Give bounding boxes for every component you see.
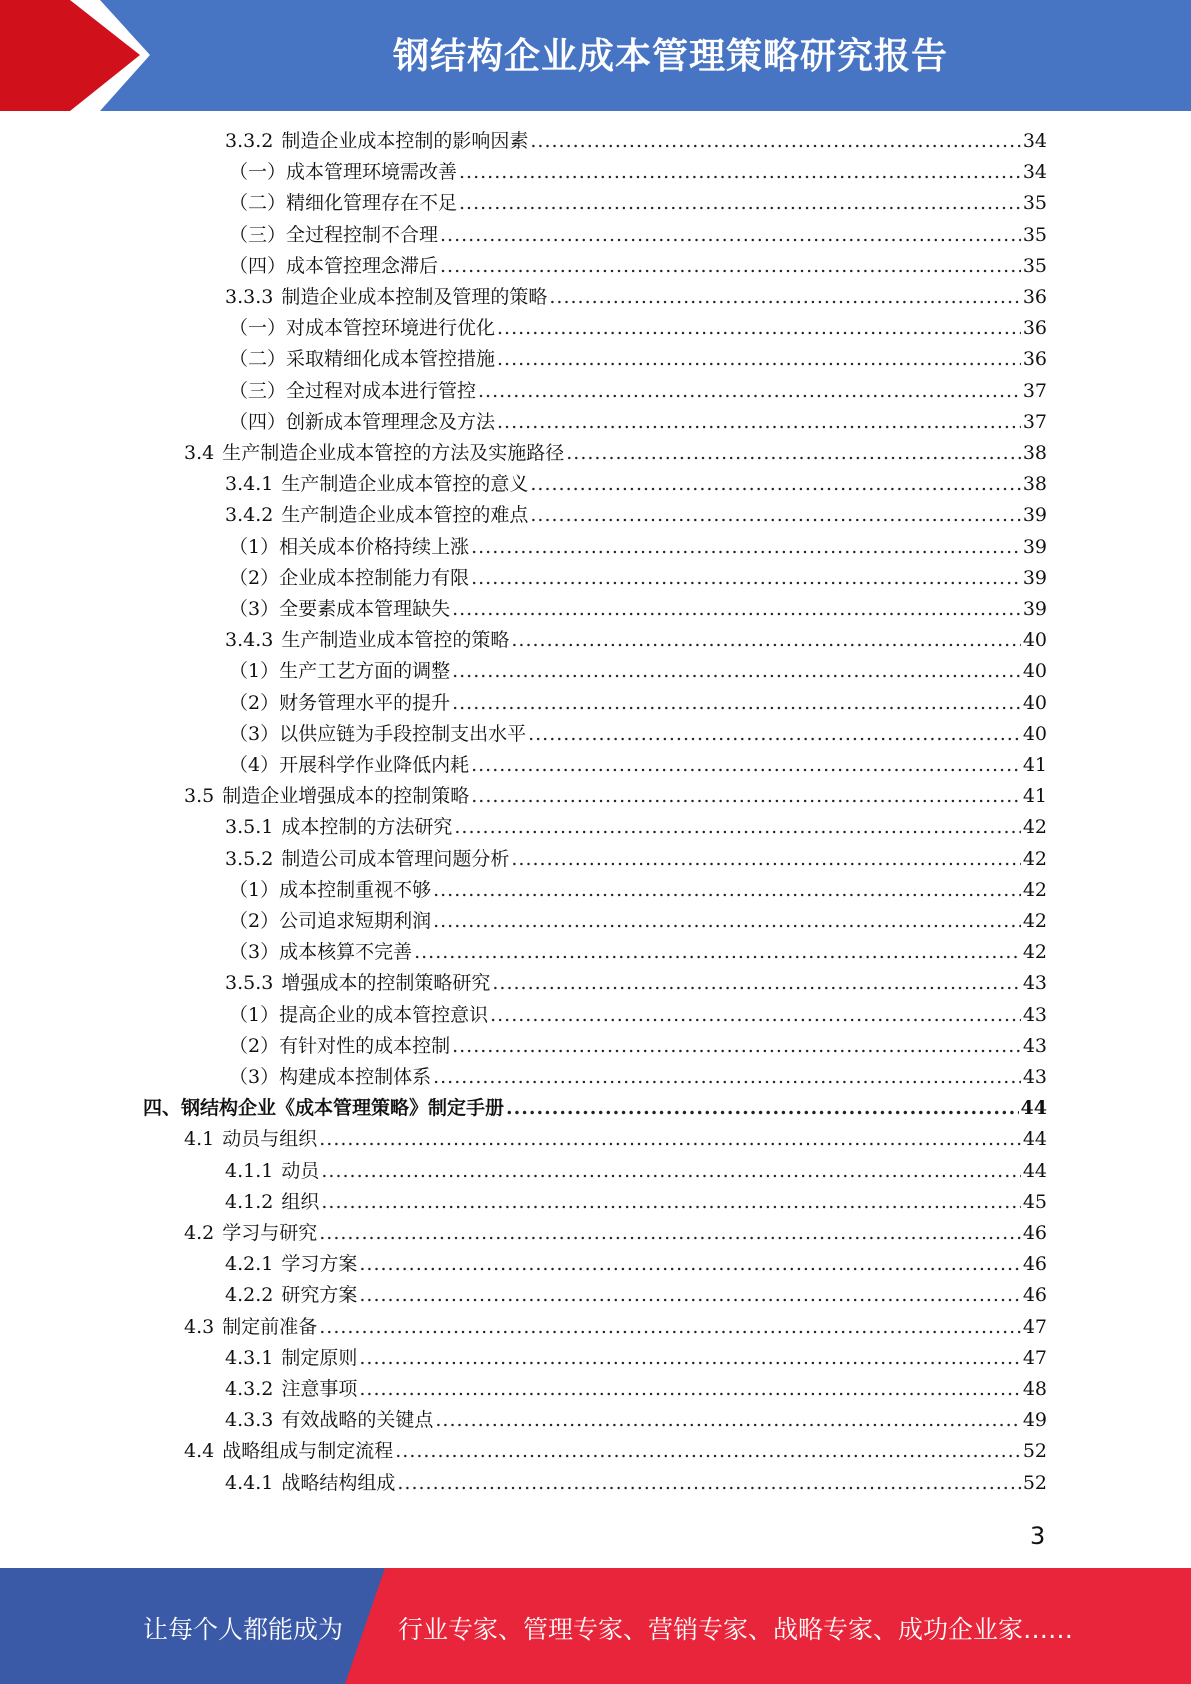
toc-dot-leader	[530, 126, 1020, 157]
toc-entry[interactable]	[225, 1343, 1047, 1374]
toc-entry-number: 4.3	[184, 1315, 215, 1338]
toc-entry-title: 制定原则	[281, 1346, 358, 1369]
toc-entry-number: 4.2.2	[225, 1284, 274, 1307]
toc-entry-number: 4.4.1	[225, 1471, 274, 1494]
toc-entry-title: 生产制造企业成本管控的方法及实施路径	[222, 442, 565, 464]
toc-entry-title: 注意事项	[281, 1378, 358, 1400]
toc-entry-number: 4.1.2	[225, 1190, 274, 1213]
toc-entry[interactable]	[225, 968, 1047, 999]
toc-entry[interactable]	[184, 1436, 1047, 1467]
page-header	[0, 0, 1191, 111]
toc-entry-page: 41	[1022, 754, 1047, 776]
toc-entry[interactable]	[229, 157, 1047, 188]
toc-dot-leader	[497, 407, 1021, 438]
toc-entry-page: 46	[1022, 1284, 1047, 1307]
toc-dot-leader	[397, 1468, 1020, 1499]
toc-dot-leader	[319, 1124, 1021, 1155]
toc-dot-leader	[530, 469, 1020, 500]
toc-dot-leader	[319, 1218, 1021, 1249]
toc-dot-leader	[414, 937, 1021, 968]
toc-entry-page: 34	[1022, 130, 1047, 152]
toc-entry-title: 学习与研究	[222, 1222, 318, 1244]
toc-entry-page: 44	[1020, 1097, 1047, 1120]
toc-dot-leader	[433, 1062, 1021, 1093]
toc-entry-title: 战略组成与制定流程	[222, 1440, 394, 1463]
toc-entry[interactable]	[229, 563, 1047, 594]
toc-dot-leader	[478, 376, 1021, 407]
toc-entry[interactable]	[225, 1280, 1047, 1311]
toc-entry-title: （2）财务管理水平的提升	[229, 691, 451, 714]
toc-entry-number: 4.3.1	[225, 1346, 274, 1369]
toc-entry-number: 4.1.1	[225, 1159, 274, 1182]
toc-entry-number: 3.4.2	[225, 504, 274, 527]
toc-entry-number: 3.3.2	[225, 130, 274, 152]
toc-entry[interactable]	[225, 500, 1047, 531]
toc-entry[interactable]	[229, 376, 1047, 407]
toc-entry-page: 36	[1022, 317, 1047, 340]
toc-entry-number: 4.3.3	[225, 1409, 274, 1432]
toc-dot-leader	[530, 500, 1020, 531]
toc-dot-leader	[492, 968, 1020, 999]
toc-dot-leader	[440, 251, 1021, 282]
toc-entry-title: （二）精细化管理存在不足	[229, 192, 458, 215]
toc-entry-title: 生产制造企业成本管控的难点	[281, 504, 529, 527]
toc-dot-leader	[459, 188, 1021, 219]
toc-entry[interactable]	[229, 594, 1047, 625]
toc-dot-leader	[319, 1312, 1021, 1343]
toc-entry[interactable]	[229, 875, 1047, 906]
toc-entry[interactable]	[225, 1405, 1047, 1436]
toc-entry-title: （四）创新成本管理理念及方法	[229, 410, 496, 433]
toc-entry[interactable]	[184, 1218, 1047, 1249]
toc-entry-title: 生产制造业成本管控的策略	[281, 629, 510, 652]
toc-dot-leader	[497, 344, 1021, 375]
toc-dot-leader	[433, 906, 1021, 937]
toc-entry-page: 36	[1022, 286, 1047, 308]
toc-entry-page: 48	[1022, 1378, 1047, 1400]
toc-entry-page: 40	[1022, 691, 1047, 714]
toc-dot-leader	[511, 625, 1020, 656]
page-title: 钢结构企业成本管理策略研究报告	[392, 36, 948, 77]
toc-entry-title: 有效战略的关键点	[281, 1409, 434, 1432]
toc-entry-page: 35	[1022, 192, 1047, 215]
toc-entry[interactable]	[229, 220, 1047, 251]
toc-entry-page: 39	[1022, 535, 1047, 558]
toc-entry-number: 4.4	[184, 1440, 215, 1463]
toc-entry-number: 3.3.3	[225, 286, 274, 308]
toc-entry[interactable]	[229, 1031, 1047, 1062]
toc-entry-title: （3）成本核算不完善	[229, 941, 413, 964]
toc-entry[interactable]	[225, 625, 1047, 656]
toc-entry-title: 制造公司成本管理问题分析	[281, 847, 510, 870]
toc-entry-page: 34	[1022, 161, 1047, 184]
toc-dot-leader	[471, 750, 1021, 781]
toc-entry[interactable]	[229, 750, 1047, 781]
toc-entry[interactable]	[225, 469, 1047, 500]
toc-dot-leader	[433, 875, 1021, 906]
toc-entry-title: 战略结构组成	[281, 1471, 396, 1494]
toc-entry-number: 3.5.1	[225, 816, 274, 839]
toc-entry-page: 47	[1022, 1315, 1047, 1338]
toc-entry-title: （3）全要素成本管理缺失	[229, 598, 451, 620]
toc-dot-leader	[471, 781, 1021, 812]
toc-entry-title: （二）采取精细化成本管控措施	[229, 348, 496, 371]
toc-entry-page: 44	[1022, 1159, 1047, 1182]
toc-entry-title: （一）成本管理环境需改善	[229, 161, 458, 184]
toc-entry[interactable]	[225, 1468, 1047, 1499]
toc-dot-leader	[566, 438, 1021, 469]
toc-entry-number: 4.2	[184, 1222, 215, 1244]
toc-dot-leader	[511, 844, 1020, 875]
toc-entry-page: 35	[1022, 223, 1047, 246]
toc-entry-page: 42	[1022, 847, 1047, 870]
toc-entry-title: （一）对成本管控环境进行优化	[229, 317, 496, 340]
toc-entry-page: 40	[1022, 722, 1047, 745]
toc-dot-leader	[549, 282, 1020, 313]
toc-entry-page: 37	[1022, 410, 1047, 433]
toc-dot-leader	[454, 812, 1020, 843]
toc-dot-leader	[528, 719, 1021, 750]
toc-entry-page: 43	[1022, 1066, 1047, 1088]
toc-entry-title: 动员	[281, 1159, 320, 1182]
toc-dot-leader	[471, 532, 1021, 563]
toc-entry-page: 44	[1022, 1128, 1047, 1151]
toc-entry-title: （4）开展科学作业降低内耗	[229, 754, 470, 776]
toc-entry-title: 制造企业成本控制及管理的策略	[281, 286, 548, 308]
toc-dot-leader	[452, 1031, 1021, 1062]
toc-entry[interactable]	[229, 906, 1047, 937]
toc-entry[interactable]	[184, 438, 1047, 469]
toc-entry-number: 3.5	[184, 785, 215, 808]
toc-entry-title: （四）成本管控理念滞后	[229, 254, 439, 277]
toc-entry-page: 38	[1022, 442, 1047, 464]
toc-entry[interactable]	[225, 1374, 1047, 1405]
toc-entry-title: （3）以供应链为手段控制支出水平	[229, 722, 527, 745]
toc-dot-leader	[490, 1000, 1021, 1031]
toc-entry-page: 37	[1022, 379, 1047, 402]
toc-entry-page: 46	[1022, 1253, 1047, 1276]
toc-dot-leader	[359, 1249, 1020, 1280]
toc-entry[interactable]	[184, 781, 1047, 812]
toc-entry-page: 52	[1022, 1440, 1047, 1463]
toc-entry-title: （2）企业成本控制能力有限	[229, 566, 470, 589]
toc-entry-page: 43	[1022, 972, 1047, 995]
toc-entry[interactable]	[229, 1000, 1047, 1031]
toc-entry[interactable]	[229, 1062, 1047, 1093]
toc-entry-page: 42	[1022, 816, 1047, 839]
toc-entry[interactable]	[229, 532, 1047, 563]
toc-entry-title: （3）构建成本控制体系	[229, 1066, 432, 1088]
toc-entry[interactable]	[229, 656, 1047, 687]
toc-dot-leader	[359, 1280, 1020, 1311]
toc-entry[interactable]	[225, 282, 1047, 313]
toc-entry-number: 3.4	[184, 442, 215, 464]
toc-entry-page: 36	[1022, 348, 1047, 371]
toc-entry-page: 42	[1022, 878, 1047, 901]
toc-entry-number: 3.5.2	[225, 847, 274, 870]
toc-dot-leader	[497, 313, 1021, 344]
toc-entry[interactable]	[229, 937, 1047, 968]
toc-dot-leader	[440, 220, 1021, 251]
toc-entry-number: 3.5.3	[225, 972, 274, 995]
toc-entry-page: 35	[1022, 254, 1047, 277]
toc-entry-page: 38	[1022, 473, 1047, 496]
toc-entry-number: 3.4.3	[225, 629, 274, 652]
toc-dot-leader	[452, 594, 1021, 625]
toc-entry-title: 制造企业增强成本的控制策略	[222, 785, 470, 808]
toc-entry-title: （1）成本控制重视不够	[229, 878, 432, 901]
toc-entry-title: 生产制造企业成本管控的意义	[281, 473, 529, 496]
toc-entry[interactable]	[225, 126, 1047, 157]
toc-entry[interactable]	[225, 844, 1047, 875]
toc-entry[interactable]	[225, 1187, 1047, 1218]
toc-entry-page: 40	[1022, 660, 1047, 683]
toc-entry-page: 52	[1022, 1471, 1047, 1494]
toc-dot-leader	[471, 563, 1021, 594]
toc-entry[interactable]	[225, 1249, 1047, 1280]
toc-entry-title: （1）生产工艺方面的调整	[229, 660, 451, 683]
toc-entry-title: （三）全过程控制不合理	[229, 223, 439, 246]
toc-entry[interactable]	[229, 407, 1047, 438]
toc-entry-page: 49	[1022, 1409, 1047, 1432]
toc-dot-leader	[459, 157, 1021, 188]
toc-entry-page: 43	[1022, 1003, 1047, 1026]
toc-entry-page: 41	[1022, 785, 1047, 808]
toc-dot-leader	[321, 1187, 1020, 1218]
toc-entry[interactable]	[229, 688, 1047, 719]
toc-entry[interactable]	[225, 812, 1047, 843]
toc-entry-title: 学习方案	[281, 1253, 358, 1276]
toc-entry[interactable]	[225, 1156, 1047, 1187]
toc-entry-page: 43	[1022, 1034, 1047, 1057]
toc-dot-leader	[321, 1156, 1020, 1187]
toc-entry-page: 45	[1022, 1190, 1047, 1213]
toc-entry[interactable]	[229, 344, 1047, 375]
footer-slogan-left: 让每个人都能成为	[143, 1615, 344, 1644]
toc-entry-number: 4.3.2	[225, 1378, 274, 1400]
toc-entry-number: 4.1	[184, 1128, 215, 1151]
toc-entry-title: （2）公司追求短期利润	[229, 910, 432, 932]
toc-entry-title: （1）提高企业的成本管控意识	[229, 1003, 489, 1026]
toc-entry-page: 42	[1022, 941, 1047, 964]
toc-entry[interactable]	[229, 251, 1047, 282]
toc-entry[interactable]	[143, 1093, 1047, 1124]
toc-entry-page: 39	[1022, 598, 1047, 620]
toc-entry-page: 40	[1022, 629, 1047, 652]
toc-dot-leader	[452, 688, 1021, 719]
toc-entry[interactable]	[184, 1312, 1047, 1343]
toc-dot-leader	[452, 656, 1021, 687]
page-number: 3	[1030, 1522, 1046, 1550]
toc-entry-title: 动员与组织	[222, 1128, 318, 1151]
toc-dot-leader	[435, 1405, 1020, 1436]
toc-entry-title: 增强成本的控制策略研究	[281, 972, 491, 995]
toc-entry-title: 研究方案	[281, 1284, 358, 1307]
toc-entry-page: 42	[1022, 910, 1047, 932]
toc-entry[interactable]	[229, 188, 1047, 219]
toc-entry-page: 46	[1022, 1222, 1047, 1244]
toc-entry-number: 4.2.1	[225, 1253, 274, 1276]
toc-dot-leader	[359, 1343, 1020, 1374]
toc-dot-leader	[506, 1093, 1019, 1124]
toc-entry-title: 组织	[281, 1190, 320, 1213]
toc-entry[interactable]	[229, 719, 1047, 750]
toc-entry-page: 39	[1022, 566, 1047, 589]
footer-slogan-right: 行业专家、管理专家、营销专家、战略专家、成功企业家……	[398, 1615, 1074, 1644]
toc-entry-title: 制定前准备	[222, 1315, 318, 1338]
toc-entry-page: 47	[1022, 1346, 1047, 1369]
toc-entry-title: （三）全过程对成本进行管控	[229, 379, 477, 402]
toc-entry-title: （2）有针对性的成本控制	[229, 1034, 451, 1057]
toc-entry-title: 四、钢结构企业《成本管理策略》制定手册	[143, 1097, 505, 1120]
page-footer	[0, 1568, 1191, 1684]
toc-entry[interactable]	[184, 1124, 1047, 1155]
toc-entry[interactable]	[229, 313, 1047, 344]
toc-entry-title: 制造企业成本控制的影响因素	[281, 130, 529, 152]
toc-entry-page: 39	[1022, 504, 1047, 527]
toc-entry-number: 3.4.1	[225, 473, 274, 496]
toc-entry-title: （1）相关成本价格持续上涨	[229, 535, 470, 558]
toc-dot-leader	[359, 1374, 1020, 1405]
toc-entry-title: 成本控制的方法研究	[281, 816, 453, 839]
toc-dot-leader	[395, 1436, 1021, 1467]
